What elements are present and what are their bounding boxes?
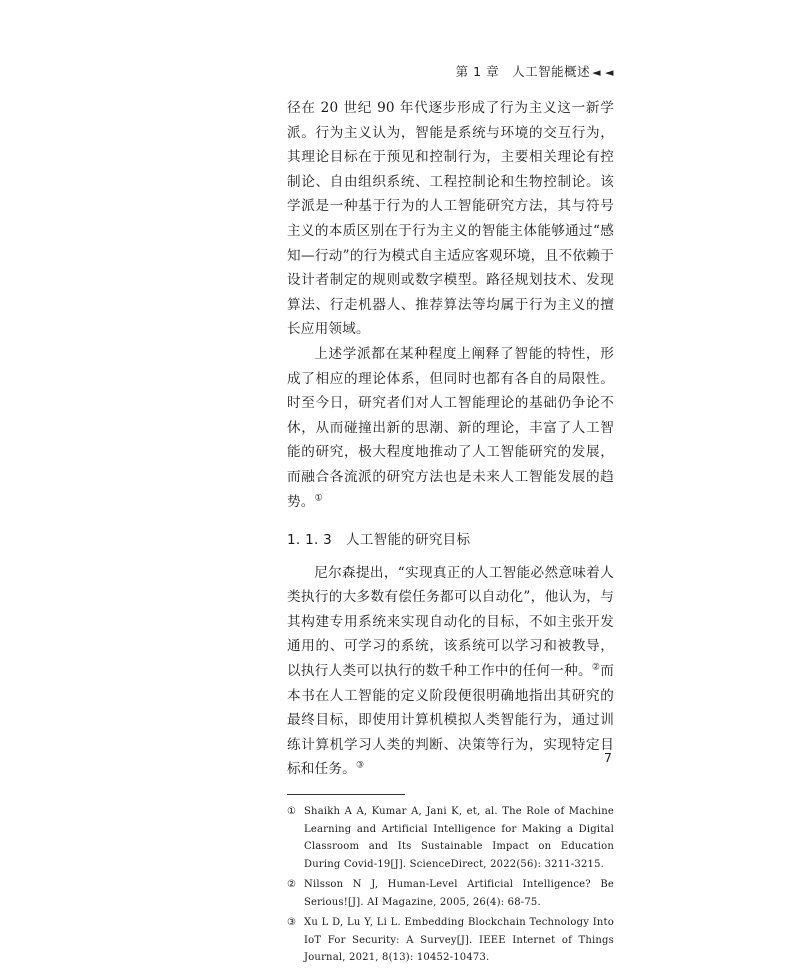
header-arrows-icon: ◄ ◄: [592, 66, 614, 79]
footnote-ref-3[interactable]: ③: [355, 760, 365, 771]
footnote-item: [287, 914, 614, 967]
footnote-item: [287, 876, 614, 911]
footnote-text: Shaikh A A, Kumar A, Jani K, et, al. The Role of Machine Learning and Artificial Intelligence for Making a Digital Classroom and Its Sustainable Impact on Education During Covid-19[J]. ScienceDirect, 2022(56): 3211-3215.: [304, 806, 614, 870]
footnote-ref-1[interactable]: ①: [314, 492, 323, 503]
section-heading: [287, 528, 614, 553]
page-number: 7: [604, 750, 612, 765]
footnote-item: [287, 803, 614, 873]
footnote-text: Xu L D, Lu Y, Li L. Embedding Blockchain Technology Into IoT For Security: A Survey[J]. IEEE Internet of Things Journal, 2021, 8(13): 10452-10473.: [304, 917, 614, 964]
footnote-text: Nilsson N J, Human-Level Artificial Intelligence? Be Serious![J]. AI Magazine, 2005, 26(4): 68-75.: [304, 879, 614, 908]
footnote-ref-2[interactable]: ②: [591, 662, 601, 673]
footnote-mark: ③: [287, 917, 297, 929]
chapter-title: 第 1 章 人工智能概述: [455, 64, 591, 79]
footnote-divider: [287, 794, 405, 795]
body-text: [287, 96, 614, 970]
paragraph-2-text: 上述学派都在某种程度上阐释了智能的特性，形成了相应的理论体系，但同时也都有各自的局限性。时至今日，研究者们对人工智能理论的基础仍争论不休，从而碰撞出新的思潮、新的理论，丰富了人工智能的研究，极大程度地推动了人工智能研究的发展，而融合各流派的研究方法也是未来人工智能发展的趋势。: [287, 345, 614, 510]
paragraph-1-text: 径在 20 世纪 90 年代逐步形成了行为主义这一新学派。行为主义认为，智能是系统与环境的交互行为，其理论目标在于预见和控制行为，主要相关理论有控制论、自由组织系统、工程控制论和生物控制论。该学派是一种基于行为的人工智能研究方法，其与符号主义的本质区别在于行为主义的智能主体能够通过“感知—行动”的行为模式自主适应客观环境，且不依赖于设计者制定的规则或数字模型。路径规划技术、发现算法、行走机器人、推荐算法等均属于行为主义的擅长应用领域。: [287, 100, 614, 338]
paragraph-schools-summary: [287, 342, 614, 514]
running-header: [456, 62, 614, 80]
footnote-mark: ①: [287, 806, 297, 818]
paragraph-research-goal: [287, 561, 614, 782]
paragraph-3b-text: 而本书在人工智能的定义阶段便很明确地指出其研究的最终目标，即使用计算机模拟人类智能行为，通过训练计算机学习人类的判断、决策等行为，实现特定目标和任务。: [287, 663, 614, 778]
footnotes: [287, 803, 614, 967]
section-title: 人工智能的研究目标: [346, 532, 471, 549]
paragraph-continued: [287, 96, 614, 342]
section-number: 1. 1. 3: [287, 532, 333, 549]
footnote-mark: ②: [287, 879, 297, 891]
paragraph-3a-text: 尼尔森提出，“实现真正的人工智能必然意味着人类执行的大多数有偿任务都可以自动化”，他认为，与其构建专用系统来实现自动化的目标，不如主张开发通用的、可学习的系统，该系统可以学习和被教导，以执行人类可以执行的数千种工作中的任何一种。: [287, 564, 614, 680]
